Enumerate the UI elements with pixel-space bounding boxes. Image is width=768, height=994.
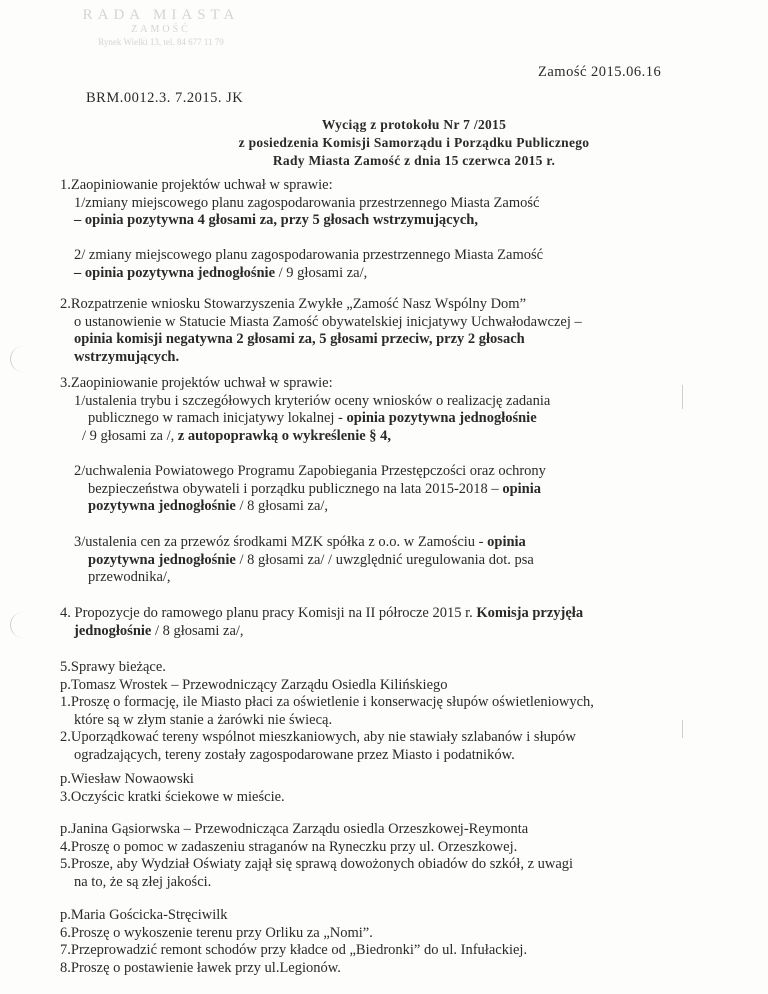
section-3-item-3-line-2 bbox=[60, 552, 700, 570]
section-3-item-2-line-1: 2/uchwalenia Powiatowego Programu Zapobiegania Przestępczości oraz ochrony bbox=[74, 463, 546, 479]
section-4-line-2 bbox=[60, 623, 700, 641]
section-3-item-2 bbox=[60, 463, 700, 516]
section-4-line-1 bbox=[60, 605, 700, 623]
section-1-item-2-votes: / 9 głosami za/, bbox=[275, 264, 368, 281]
section-3-item-2-line-2 bbox=[60, 481, 700, 499]
speaker-2: p.Wiesław Nowaowski bbox=[60, 771, 194, 787]
speaker-2-block bbox=[60, 771, 700, 806]
section-3-item-3-opinion: opinia bbox=[487, 534, 526, 550]
section-3-item-3-line-1 bbox=[60, 534, 700, 552]
section-1-item-1 bbox=[60, 195, 700, 230]
section-1 bbox=[60, 177, 700, 230]
section-1-item-2 bbox=[60, 247, 700, 282]
section-3-item-3-text: 3/ustalenia cen za przewóz środkami MZK spółka z o.o. w Zamościu - bbox=[74, 534, 488, 550]
section-1-item-1-line-2 bbox=[74, 212, 700, 230]
request-1-line-2: które są w złym stanie a żarówki nie świecą. bbox=[74, 711, 333, 728]
section-2-line-1: 2.Rozpatrzenie wniosku Stowarzyszenia Zwykłe „Zamość Nasz Wspólny Dom” bbox=[60, 296, 527, 312]
section-5 bbox=[60, 659, 700, 764]
request-7: 7.Przeprowadzić remont schodów przy kładce od „Biedronki” do ul. Infułackiej. bbox=[60, 942, 528, 958]
section-3-item-2-line-3 bbox=[60, 498, 700, 516]
section-2-line-3 bbox=[60, 331, 700, 349]
section-3-item-1-line-1: 1/ustalenia trybu i szczegółowych kryteriów oceny wniosków o realizację zadania bbox=[74, 392, 551, 409]
request-8: 8.Proszę o postawienie ławek przy ul.Legionów. bbox=[60, 959, 341, 976]
punch-hole-mark-top bbox=[10, 346, 37, 372]
section-4 bbox=[60, 605, 700, 640]
section-3-item-1-opinion: opinia pozytywna jednogłośnie bbox=[346, 410, 537, 426]
request-2-line-2: ogradzających, tereny zostały zagospodarowane przez Miasto i podatników. bbox=[74, 746, 515, 763]
section-2-opinion: opinia komisji negatywna 2 głosami za, 5 głosami przeciw, przy 2 głosach bbox=[74, 331, 525, 347]
stamp-line-3: Rynek Wielki 13, tel. 84 677 11 79 bbox=[98, 37, 224, 47]
section-3-item-3-opinion-cont: pozytywna jednogłośnie bbox=[88, 551, 236, 568]
section-4-text: 4. Propozycje do ramowego planu pracy Komisji na II półrocze 2015 r. bbox=[60, 605, 477, 621]
section-3-item-1-text: publicznego w ramach inicjatywy lokalnej - bbox=[88, 410, 347, 426]
title-line-1: Wyciąg z protokołu Nr 7 /2015 bbox=[321, 117, 507, 132]
section-3-item-1-line-3 bbox=[60, 428, 700, 446]
request-5-line-2: na to, że są złej jakości. bbox=[74, 873, 212, 890]
section-3-item-2-votes: / 8 głosami za/, bbox=[235, 498, 329, 514]
section-3-item-1-line-2 bbox=[60, 410, 700, 428]
title-line-3: Rady Miasta Zamość z dnia 15 czerwca 2015 r. bbox=[272, 153, 556, 168]
reference-number: BRM.0012.3. 7.2015. JK bbox=[86, 90, 244, 106]
section-1-item-2-line-1: 2/ zmiany miejscowego planu zagospodarowania przestrzennego Miasta Zamość bbox=[74, 247, 544, 263]
section-3-item-1-amendment: z autopoprawką o wykreślenie § 4, bbox=[177, 427, 392, 444]
request-1-line-1: 1.Proszę o formację, ile Miasto płaci za oświetlenie i konserwację słupów oświetleniowych, bbox=[60, 694, 594, 710]
stamp-line-1: RADA MIASTA bbox=[82, 7, 240, 23]
document-title bbox=[0, 116, 768, 170]
speaker-3: p.Janina Gąsiorwska – Przewodnicząca Zarządu osiedla Orzeszkowej-Reymonta bbox=[60, 821, 529, 837]
request-5-line-1: 5.Prosze, aby Wydział Oświaty zajął się sprawą dowożonych obiadów do szkół, z uwagi bbox=[60, 856, 574, 872]
section-4-votes: / 8 głosami za/, bbox=[151, 622, 244, 639]
section-3-item-2-text: bezpieczeństwa obywateli i porządku publicznego na lata 2015-2018 – bbox=[88, 480, 503, 497]
section-3-item-2-opinion-cont: pozytywna jednogłośnie bbox=[88, 498, 236, 514]
title-line-2: z posiedzenia Komisji Samorządu i Porządku Publicznego bbox=[238, 135, 590, 150]
section-1-item-1-opinion: – opinia pozytywna 4 głosami za, przy 5 głosach wstrzymujących, bbox=[74, 212, 478, 228]
section-3-item-3 bbox=[60, 534, 700, 587]
section-3-item-3-line-3: przewodnika/, bbox=[88, 569, 171, 585]
speaker-3-block bbox=[60, 821, 700, 891]
section-3-heading: 3.Zaopiniowanie projektów uchwał w sprawie: bbox=[60, 375, 333, 391]
scan-edge-mark-1 bbox=[682, 385, 683, 409]
council-stamp bbox=[66, 6, 256, 48]
section-2 bbox=[60, 296, 700, 366]
section-2-line-2: o ustanowienie w Statucie Miasta Zamość obywatelskiej inicjatywy Uchwałodawczej – bbox=[74, 313, 582, 330]
punch-hole-mark-bottom bbox=[10, 612, 37, 638]
section-5-heading: 5.Sprawy bieżące. bbox=[60, 659, 166, 675]
section-4-decision: Komisja przyjęła bbox=[476, 605, 584, 621]
section-3-item-1-votes: / 9 głosami za /, bbox=[82, 427, 178, 444]
section-4-decision-cont: jednogłośnie bbox=[74, 622, 152, 639]
document-date: Zamość 2015.06.16 bbox=[538, 64, 662, 80]
speaker-4-block bbox=[60, 907, 700, 977]
section-1-item-2-line-2 bbox=[60, 265, 700, 283]
speaker-1: p.Tomasz Wrostek – Przewodniczący Zarządu Osiedla Kilińskiego bbox=[60, 676, 448, 693]
section-3-item-3-votes: / 8 głosami za/ / uwzględnić uregulowania dot. psa bbox=[235, 551, 534, 568]
section-1-item-2-opinion: – opinia pozytywna jednogłośnie bbox=[74, 264, 276, 281]
section-2-opinion-end: wstrzymujących. bbox=[74, 348, 180, 365]
section-1-item-1-line-1: 1/zmiany miejscowego planu zagospodarowania przestrzennego Miasta Zamość bbox=[74, 194, 540, 211]
request-6: 6.Proszę o wykoszenie terenu przy Orliku za „Nomi”. bbox=[60, 924, 373, 941]
speaker-4: p.Maria Gościcka-Stręciwilk bbox=[60, 907, 228, 923]
section-1-heading: 1.Zaopiniowanie projektów uchwał w sprawie: bbox=[60, 177, 333, 193]
section-3 bbox=[60, 375, 700, 445]
request-2-line-1: 2.Uporządkować tereny wspólnot mieszkaniowych, aby nie stawiały szlabanów i słupów bbox=[60, 729, 576, 745]
section-3-item-2-opinion: opinia bbox=[502, 480, 541, 497]
request-3: 3.Oczyścic kratki ściekowe w mieście. bbox=[60, 788, 285, 805]
request-4: 4.Proszę o pomoc w zadaszeniu straganów na Ryneczku przy ul. Orzeszkowej. bbox=[60, 838, 518, 855]
section-2-line-4 bbox=[60, 349, 700, 367]
scan-edge-mark-2 bbox=[682, 720, 683, 738]
stamp-line-2: ZAMOŚĆ bbox=[131, 24, 191, 35]
